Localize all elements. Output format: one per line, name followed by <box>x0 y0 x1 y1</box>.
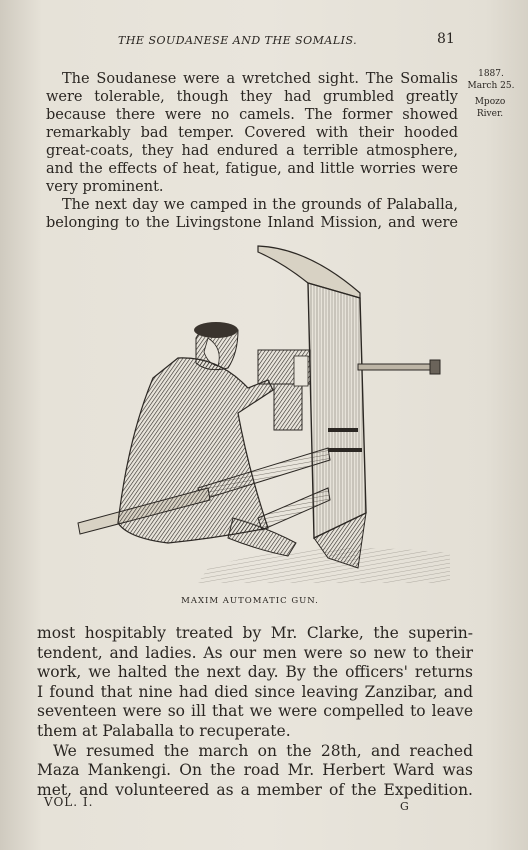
text-line: remarkably bad temper. Covered with their hooded <box>46 125 458 141</box>
text-line: Maza Mankengi. On the road Mr. Herbert Ward was <box>37 761 473 780</box>
ground-shading <box>198 548 450 583</box>
margin-note-place-line1: Mpozo <box>474 97 506 107</box>
text-line: because there were no camels. The former showed <box>46 107 458 123</box>
text-line: met, and volunteered as a member of the Expedition. <box>37 780 473 799</box>
text-line: very prominent. <box>46 179 164 195</box>
text-line: and the effects of heat, fatigue, and little worries were <box>46 161 458 177</box>
running-head: THE SOUDANESE AND THE SOMALIS. <box>118 34 358 47</box>
figure-caption: MAXIM AUTOMATIC GUN. <box>181 596 319 606</box>
page-number: 81 <box>437 31 455 47</box>
margin-note-place-line2: River. <box>476 109 504 119</box>
margin-note-year: 1887. <box>478 69 504 79</box>
text-line: were tolerable, though they had grumbled greatly <box>46 89 458 105</box>
text-line: I found that nine had died since leaving Zanzibar, and <box>37 682 473 701</box>
text-line: The next day we camped in the grounds of Palaballa, <box>62 197 458 213</box>
text-line: seventeen were so ill that we were compelled to leave <box>37 702 473 721</box>
text-line: tendent, and ladies. As our men were so new to their <box>37 643 473 662</box>
text-line: belonging to the Livingstone Inland Mission, and were <box>46 215 458 231</box>
maxim-gun-engraving <box>58 238 450 583</box>
margin-note-date: March 25. <box>467 81 515 91</box>
text-line: great-coats, they had endured a terrible atmosphere, <box>46 143 458 159</box>
text-line: most hospitably treated by Mr. Clarke, the superin- <box>37 624 473 642</box>
text-line: them at Palaballa to recuperate. <box>37 721 291 740</box>
top-text-block <box>46 70 458 232</box>
text-line: The Soudanese were a wretched sight. The Somalis <box>62 71 458 87</box>
text-line: work, we halted the next day. By the officers' returns <box>37 663 473 682</box>
bottom-text-block <box>37 624 473 800</box>
margin-note-place <box>466 96 514 120</box>
signature-mark: G <box>400 800 409 813</box>
text-line: We resumed the march on the 28th, and reached <box>53 741 473 760</box>
volume-label: VOL. I. <box>44 795 94 809</box>
